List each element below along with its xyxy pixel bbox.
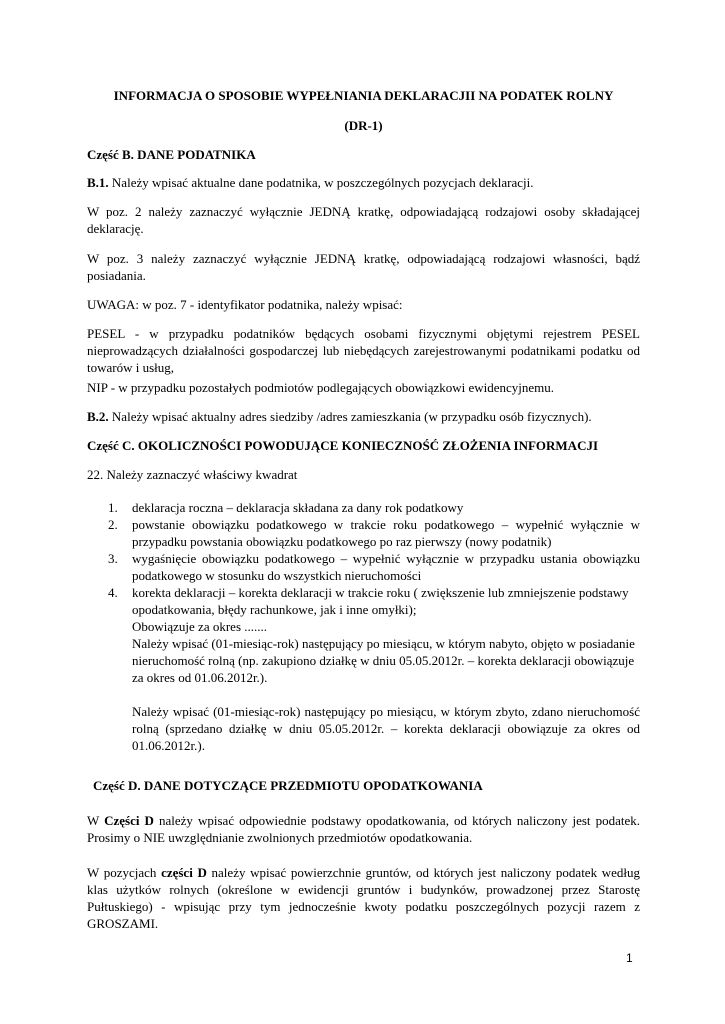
- list-item-number: 4.: [108, 585, 118, 600]
- list-item-text: powstanie obowiązku podatkowego w trakcie roku podatkowego – wypełnić wyłącznie w przypadku powstania obowiązku podatkowego po raz pierwszy (nowy podatnik): [132, 517, 640, 549]
- list-item-text: korekta deklaracji – korekta deklaracji w trakcie roku ( zwiększenie lub zmniejszenie podstawy opodatkowania, błędy rachunkowe, jak i inne omyłki);: [132, 585, 629, 617]
- obowiazuje-line: Obowiązuje za okres .......: [132, 619, 268, 634]
- document-title: INFORMACJA O SPOSOBIE WYPEŁNIANIA DEKLARACJII NA PODATEK ROLNY: [113, 88, 614, 103]
- section-d-p2-text-b: należy wpisać powierzchnie gruntów, od których jest naliczony podatek według klas użytków rolnych (określone w ewidencji gruntów i budynków, prowadzonej przez Starostę Pułtuskiego) - wpisując przy tym jednocześnie kwoty podatku poszczególnych pozycji razem z GROSZAMI.: [87, 865, 641, 931]
- b1-text: Należy wpisać aktualne dane podatnika, w poszczególnych pozycjach deklaracji.: [108, 175, 534, 190]
- list-item-number: 1.: [108, 500, 118, 515]
- pesel-paragraph: PESEL - w przypadku podatników będących osobami fizycznymi objętymi rejestrem PESEL nieprowadzących działalności gospodarczej lub niebędących zarejestrowanymi podatnikami podatku od towarów i usług,: [87, 326, 640, 375]
- uwaga-paragraph: UWAGA: w poz. 7 - identyfikator podatnika, należy wpisać:: [87, 297, 403, 312]
- circumstances-list: [108, 499, 640, 754]
- section-d-heading: Część D. DANE DOTYCZĄCE PRZEDMIOTU OPODATKOWANIA: [93, 778, 483, 793]
- section-d-p1-text-a: W: [87, 813, 105, 828]
- list-item-number: 2.: [108, 517, 118, 532]
- section-b-heading: Część B. DANE PODATNIKA: [87, 147, 256, 162]
- section-d-p1-text-b: należy wpisać odpowiednie podstawy opodatkowania, od których naliczony jest podatek. Prosimy o NIE uwzględnianie zwolnionych przedmiotów opodatkowania.: [87, 813, 640, 845]
- section-d-paragraph-1: [87, 812, 640, 846]
- section-c-heading: Część C. OKOLICZNOŚCI POWODUJĄCE KONIECZNOŚĆ ZŁOŻENIA INFORMACJI: [87, 438, 599, 453]
- list-item: [108, 499, 640, 516]
- page-number: 1: [626, 951, 633, 965]
- section-d-p2-text-a: W pozycjach: [87, 865, 162, 880]
- section-d-p2-bold: części D: [161, 865, 207, 880]
- b2-label: B.2.: [87, 409, 109, 424]
- poz2-paragraph: W poz. 2 należy zaznaczyć wyłącznie JEDNĄ kratkę, odpowiadającą rodzajowi osoby składającej deklarację.: [87, 204, 640, 236]
- list-item: [108, 516, 640, 550]
- list-item-text: deklaracja roczna – deklaracja składana za dany rok podatkowy: [132, 500, 464, 515]
- list-item: [108, 550, 640, 584]
- list-item-number: 3.: [108, 551, 118, 566]
- section-c-intro: 22. Należy zaznaczyć właściwy kwadrat: [87, 467, 298, 482]
- section-d-p1-bold: Części D: [104, 813, 154, 828]
- list-item-text: wygaśnięcie obowiązku podatkowego – wypełnić wyłącznie w przypadku ustania obowiązku podatkowego w stosunku do wszystkich nieruchomości: [132, 551, 640, 583]
- b1-label: B.1.: [87, 175, 109, 190]
- zbyto-paragraph: Należy wpisać (01-miesiąc-rok) następujący po miesiącu, w którym zbyto, zdano nieruchomość rolną (sprzedano działkę w dniu 05.05.2012r. – korekta deklaracji obowiązuje za okres od 01.06.2012r.).: [132, 704, 640, 753]
- b2-text: Należy wpisać aktualny adres siedziby /adres zamieszkania (w przypadku osób fizycznych).: [108, 409, 592, 424]
- nip-paragraph: NIP - w przypadku pozostałych podmiotów podlegających obowiązkowi ewidencyjnemu.: [87, 380, 555, 395]
- section-d-paragraph-2: [87, 864, 640, 932]
- list-item: [108, 584, 640, 618]
- document-subtitle: (DR-1): [344, 118, 383, 133]
- b2-paragraph: [87, 408, 640, 425]
- nabyto-paragraph: Należy wpisać (01-miesiąc-rok) następujący po miesiącu, w którym nabyto, objęto w posiadanie nieruchomość rolną (np. zakupiono działkę w dniu 05.05.2012r. – korekta deklaracji obowiązuje za okres od 01.06.2012r.).: [132, 636, 635, 685]
- b1-paragraph: [87, 174, 640, 191]
- poz3-paragraph: W poz. 3 należy zaznaczyć wyłącznie JEDNĄ kratkę, odpowiadającą rodzajowi własności, bądź posiadania.: [87, 251, 640, 283]
